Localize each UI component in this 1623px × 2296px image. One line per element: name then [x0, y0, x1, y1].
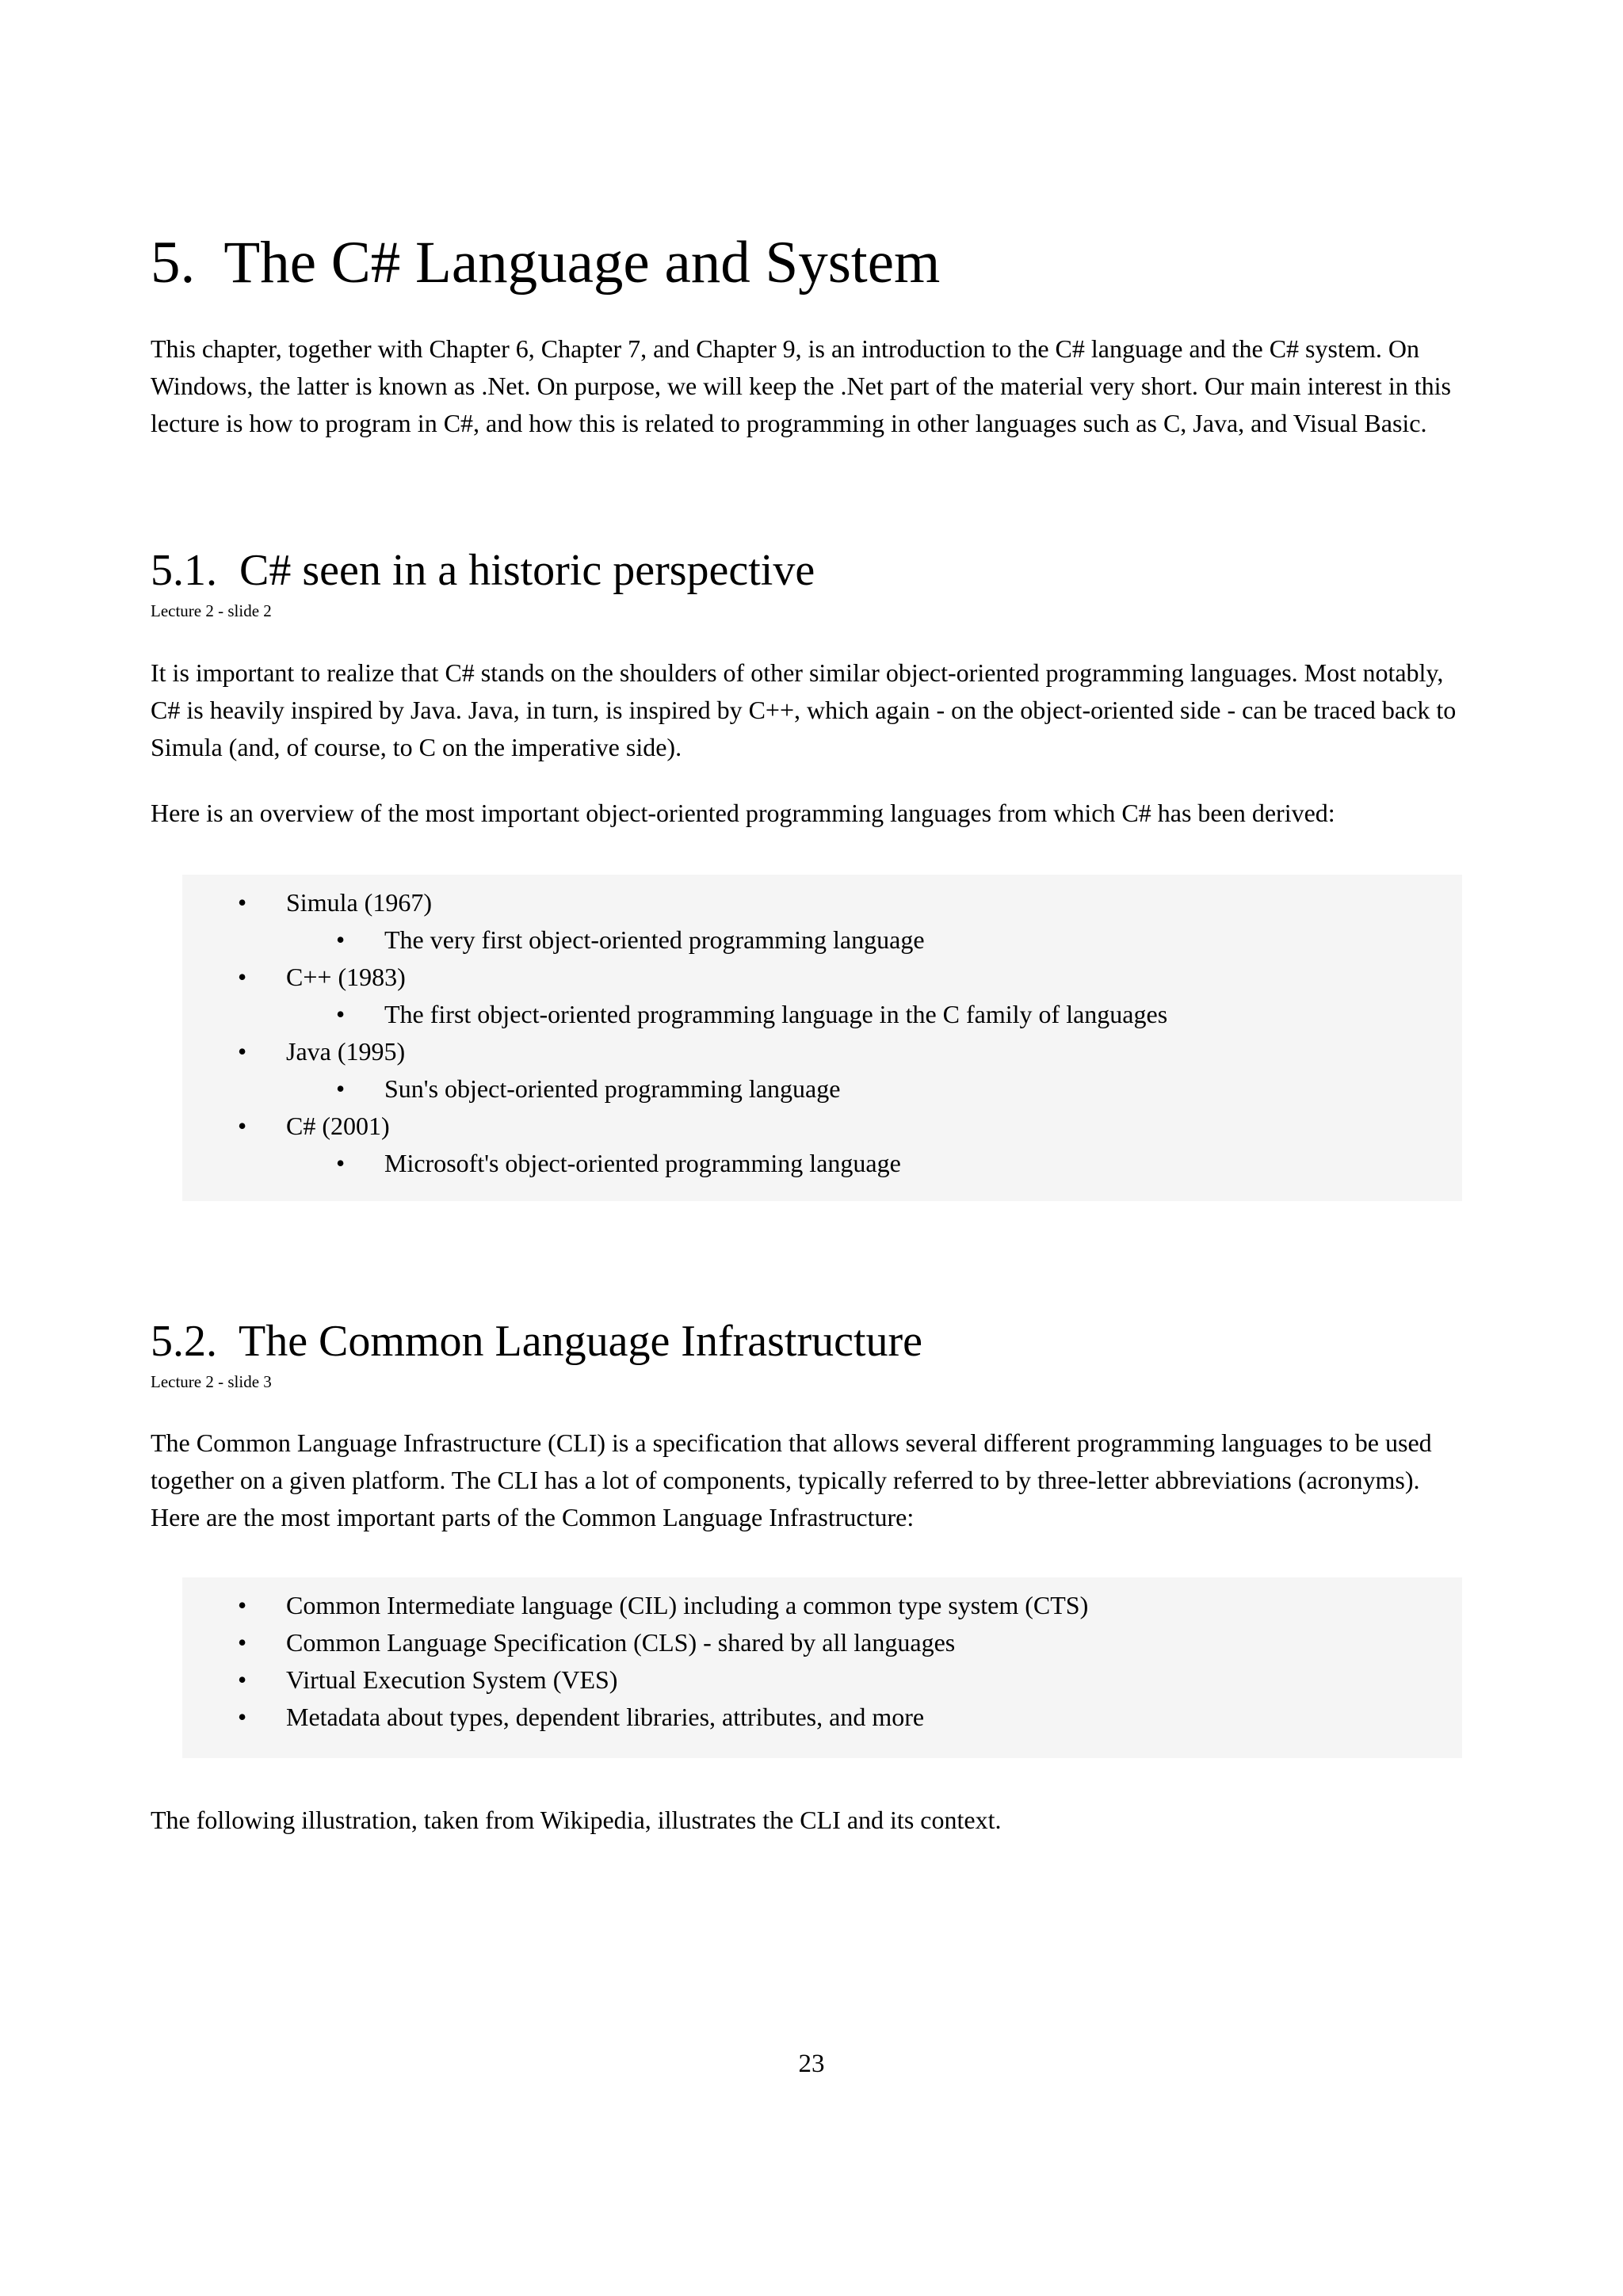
language-label: C++ (1983): [286, 963, 406, 991]
list-item: • Metadata about types, dependent libraries, attributes, and more: [286, 1699, 1462, 1736]
language-label: C# (2001): [286, 1112, 390, 1140]
section-5-1-history-paragraph: It is important to realize that C# stands on the shoulders of other similar object-oriented programming languages. Most notably, C# is heavily inspired by Java. Java, in turn, is inspired by C++, which again - on the object-oriented side - can be traced back to Simula (and, of course, to C on the imperative side).: [151, 658, 1457, 761]
highlight-box-cli-components: [182, 1577, 1462, 1758]
chapter-intro-paragraph: This chapter, together with Chapter 6, Chapter 7, and Chapter 9, is an introduction to the C# language and the C# system. On Windows, the latter is known as .Net. On purpose, we will keep the .Net part of the material very short. Our main interest in this lecture is how to program in C#, and how this is related to programming in other languages such as C, Java, and Visual Basic.: [151, 334, 1451, 437]
list-item: • Virtual Execution System (VES): [286, 1661, 1462, 1699]
language-label: Simula (1967): [286, 888, 432, 917]
list-item: [286, 959, 1462, 1033]
chapter-title: 5. The C# Language and System: [151, 230, 941, 296]
page-number: 23: [798, 2050, 825, 2078]
highlight-box-languages: [182, 875, 1462, 1201]
language-sub-list: [286, 996, 1462, 1033]
slide-reference-5-1: Lecture 2 - slide 2: [151, 601, 272, 620]
language-sub-list: [286, 1145, 1462, 1182]
component-list: [182, 1587, 1462, 1736]
slide-reference-5-2: Lecture 2 - slide 3: [151, 1372, 272, 1391]
list-item: • The first object-oriented programming language in the C family of languages: [384, 996, 1462, 1033]
section-5-2-title: 5.2. The Common Language Infrastructure: [151, 1317, 923, 1366]
section-5-2-illustration-paragraph: The following illustration, taken from Wikipedia, illustrates the CLI and its context.: [151, 1806, 1002, 1834]
section-5-1-title: 5.1. C# seen in a historic perspective: [151, 546, 815, 595]
list-item: [286, 884, 1462, 959]
language-sub-list: [286, 921, 1462, 959]
section-5-2-cli-paragraph: The Common Language Infrastructure (CLI) is a specification that allows several different programming languages to be used together on a given platform. The CLI has a lot of components, typically referred to by three-letter abbreviations (acronyms). Here are the most important parts of the Common Language Infrastructure:: [151, 1428, 1432, 1531]
language-sub-list: [286, 1070, 1462, 1108]
list-item: • Sun's object-oriented programming language: [384, 1070, 1462, 1108]
language-list: [182, 884, 1462, 1182]
language-label: Java (1995): [286, 1037, 406, 1066]
list-item: • Common Intermediate language (CIL) including a common type system (CTS): [286, 1587, 1462, 1624]
list-item: • Microsoft's object-oriented programming language: [384, 1145, 1462, 1182]
list-item: [286, 1033, 1462, 1108]
section-5-1-overview-paragraph: Here is an overview of the most important object-oriented programming languages from which C# has been derived:: [151, 799, 1335, 827]
list-item: • The very first object-oriented programming language: [384, 921, 1462, 959]
list-item: • Common Language Specification (CLS) - shared by all languages: [286, 1624, 1462, 1661]
list-item: [286, 1108, 1462, 1182]
